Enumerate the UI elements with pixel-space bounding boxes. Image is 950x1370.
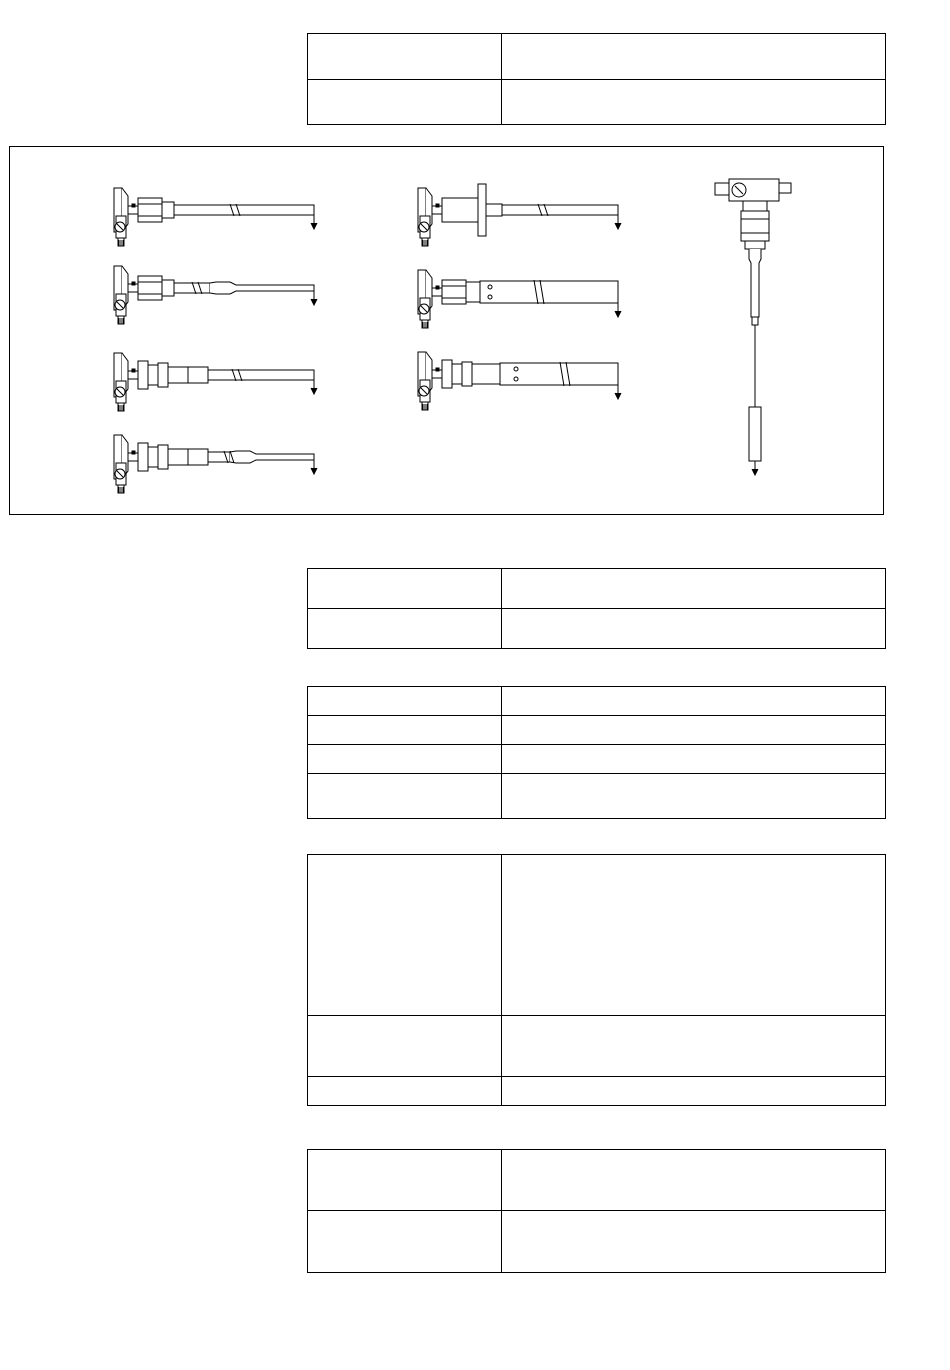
table-cell [502, 1077, 886, 1106]
table-cell [308, 609, 502, 649]
table-cell [502, 1150, 886, 1211]
table-cell [502, 34, 886, 80]
table-cell [502, 716, 886, 745]
table-cell [308, 855, 502, 1016]
table-cell [502, 855, 886, 1016]
table-row [308, 1150, 886, 1211]
table-row [308, 80, 886, 125]
probe-versions-figure [9, 146, 884, 515]
table-cell [502, 745, 886, 774]
table-row [308, 1077, 886, 1106]
spec-table-4 [307, 854, 886, 1106]
probe-drawing-1 [114, 188, 317, 246]
probe-drawing-2 [114, 266, 317, 324]
table-row [308, 569, 886, 609]
table-row [308, 609, 886, 649]
table-cell [308, 1150, 502, 1211]
probe-drawing-7 [418, 352, 621, 410]
table-cell [308, 716, 502, 745]
table-cell [502, 687, 886, 716]
table-row [308, 855, 886, 1016]
table-cell [502, 609, 886, 649]
table-row [308, 1016, 886, 1077]
table-cell [308, 1211, 502, 1273]
probe-versions-drawing-icon [10, 147, 885, 516]
probe-drawing-6 [418, 270, 621, 328]
table-cell [502, 1211, 886, 1273]
table-cell [502, 1016, 886, 1077]
table-row [308, 1211, 886, 1273]
table-cell [308, 1016, 502, 1077]
table-cell [308, 745, 502, 774]
table-cell [308, 1077, 502, 1106]
spec-table-1 [307, 33, 886, 125]
table-cell [308, 80, 502, 125]
table-cell [308, 569, 502, 609]
table-row [308, 774, 886, 819]
table-row [308, 716, 886, 745]
table-cell [502, 569, 886, 609]
spec-table-2 [307, 568, 886, 649]
table-cell [308, 687, 502, 716]
table-row [308, 687, 886, 716]
table-row [308, 34, 886, 80]
table-row [308, 745, 886, 774]
probe-drawing-5 [418, 184, 621, 246]
probe-drawing-3 [114, 353, 317, 411]
probe-drawing-4 [114, 435, 317, 493]
table-cell [308, 774, 502, 819]
table-cell [308, 34, 502, 80]
spec-table-5 [307, 1149, 886, 1273]
table-cell [502, 80, 886, 125]
table-cell [502, 774, 886, 819]
probe-drawing-8 [715, 179, 791, 475]
spec-table-3 [307, 686, 886, 819]
